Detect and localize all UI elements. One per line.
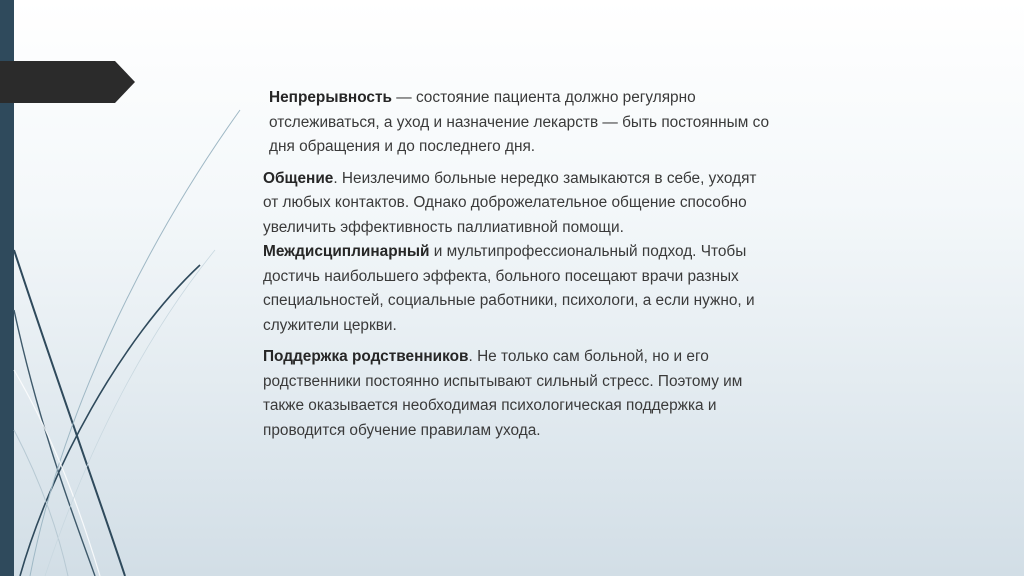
paragraph-continuity [263,86,773,160]
paragraph-family-support [263,345,773,443]
paragraph-interdisciplinary [263,240,773,338]
text-interdisciplinary: и мультипрофессиональный подход. Чтобы достичь наибольшего эффекта, больного посещают врачи разных специальностей, социальные работники, психологи, а если нужно, и служители церкви. [263,243,755,334]
slide-content [263,86,773,450]
term-interdisciplinary: Междисциплинарный [263,243,430,260]
title-tab-shape [0,61,135,103]
term-family-support: Поддержка родственников [263,348,469,365]
paragraph-communication [263,167,773,241]
term-communication: Общение [263,169,334,187]
text-family-support: . Не только сам больной, но и его родственники постоянно испытывают сильный стресс. Поэтому им также оказывается необходимая психологическая поддержка и проводится обучение правилам ухода. [263,348,743,439]
text-continuity: — состояние пациента должно регулярно отслеживаться, а уход и назначение лекарств — быть постоянным со дня обращения и до последнего дня. [269,89,770,155]
text-communication: . Неизлечимо больные нередко замыкаются в себе, уходят от любых контактов. Однако доброжелательное общение способно увеличить эффективность паллиативной помощи. [263,169,757,236]
term-continuity: Непрерывность [269,89,392,106]
